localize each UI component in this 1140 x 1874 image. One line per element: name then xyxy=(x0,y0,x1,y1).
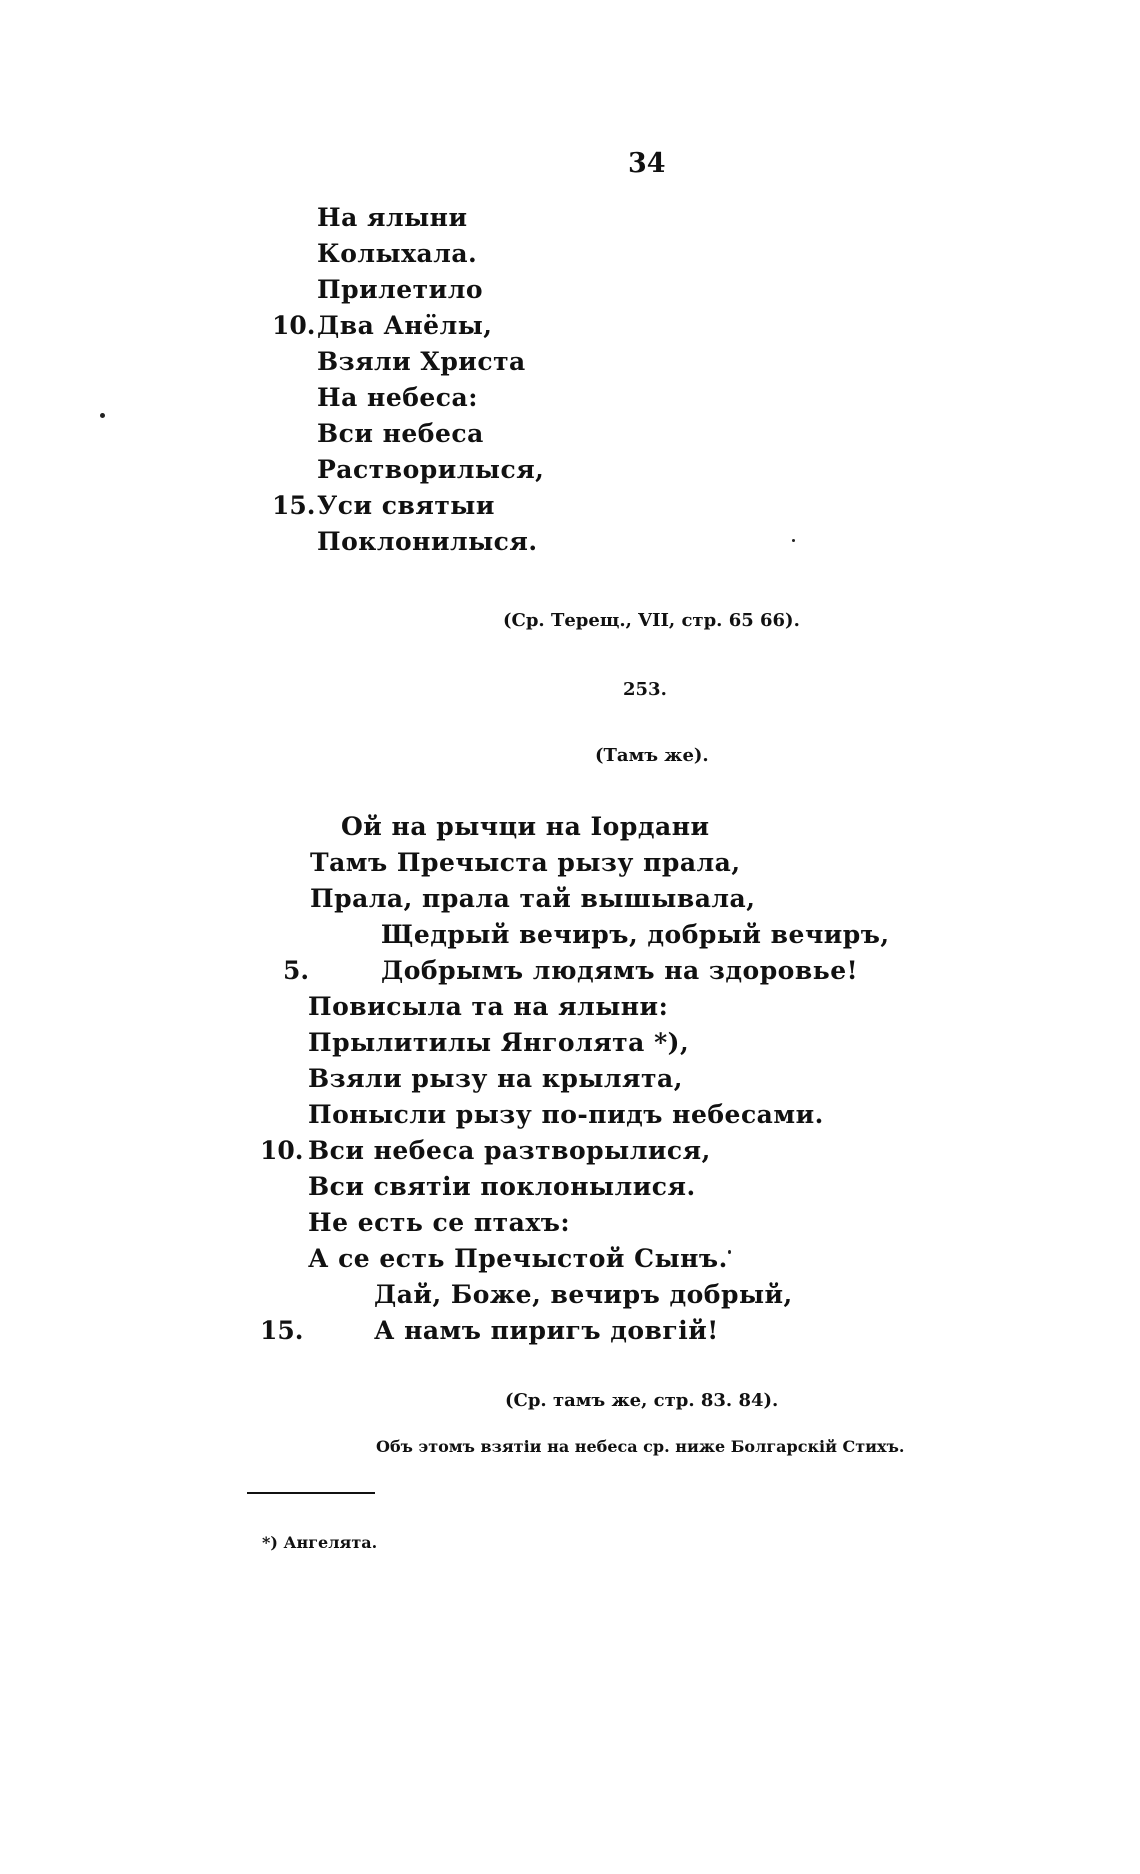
scan-speck xyxy=(100,413,105,418)
poem-line: Тамъ Пречыста рызу прала, xyxy=(310,848,741,877)
reference-citation: (Ср. Терещ., VII, стр. 65 66). xyxy=(503,610,800,631)
poem-line: Прылитилы Янголята *), xyxy=(308,1028,690,1057)
section-number: 253. xyxy=(623,679,667,700)
poem-line: Колыхала. xyxy=(317,239,478,268)
line-number: 5. xyxy=(283,956,310,985)
poem-line: А намъ пиригъ довгій! xyxy=(374,1316,719,1345)
reference-citation: (Ср. тамъ же, стр. 83. 84). xyxy=(505,1390,779,1411)
poem-line: Добрымъ людямъ на здоровье! xyxy=(381,956,859,985)
poem-line: На ялыни xyxy=(317,203,468,232)
poem-line: Взяли Христа xyxy=(317,347,526,376)
poem-line: Вси небеса xyxy=(317,419,484,448)
poem-line: Ой на рычци на Іордани xyxy=(341,812,710,841)
poem-line: На небеса: xyxy=(317,383,478,412)
poem-line: Прилетило xyxy=(317,275,483,304)
line-number: 10. xyxy=(272,311,316,340)
scan-speck xyxy=(792,539,795,542)
poem-line: Поклонилыся. xyxy=(317,527,538,556)
footnote-divider xyxy=(247,1492,375,1494)
poem-line: Взяли рызу на крылята, xyxy=(308,1064,683,1093)
poem-line: Понысли рызу по-пидъ небесами. xyxy=(308,1100,824,1129)
poem-line: Вси небеса разтворылися, xyxy=(308,1136,711,1165)
scan-speck xyxy=(728,1250,731,1254)
poem-line: Растворилыся, xyxy=(317,455,545,484)
line-number: 10. xyxy=(260,1136,304,1165)
footnote: *) Ангелята. xyxy=(262,1533,378,1552)
poem-line: Уси святыи xyxy=(317,491,495,520)
poem-line: Прала, прала тай вышывала, xyxy=(310,884,756,913)
poem-line: Два Анёлы, xyxy=(317,311,493,340)
poem-line: Дай, Боже, вечиръ добрый, xyxy=(374,1280,793,1309)
poem-line: А се есть Пречыстой Сынъ. xyxy=(308,1244,728,1273)
line-number: 15. xyxy=(272,491,316,520)
line-number: 15. xyxy=(260,1316,304,1345)
section-source: (Тамъ же). xyxy=(595,745,709,766)
poem-line: Не есть се птахъ: xyxy=(308,1208,571,1237)
poem-line: Вси святіи поклонылися. xyxy=(308,1172,696,1201)
poem-line: Повисыла та на ялыни: xyxy=(308,992,669,1021)
page-number: 34 xyxy=(628,148,666,179)
poem-line: Щедрый вечиръ, добрый вечиръ, xyxy=(381,920,890,949)
editorial-note: Объ этомъ взятіи на небеса ср. ниже Болгарскій Стихъ. xyxy=(376,1437,905,1456)
